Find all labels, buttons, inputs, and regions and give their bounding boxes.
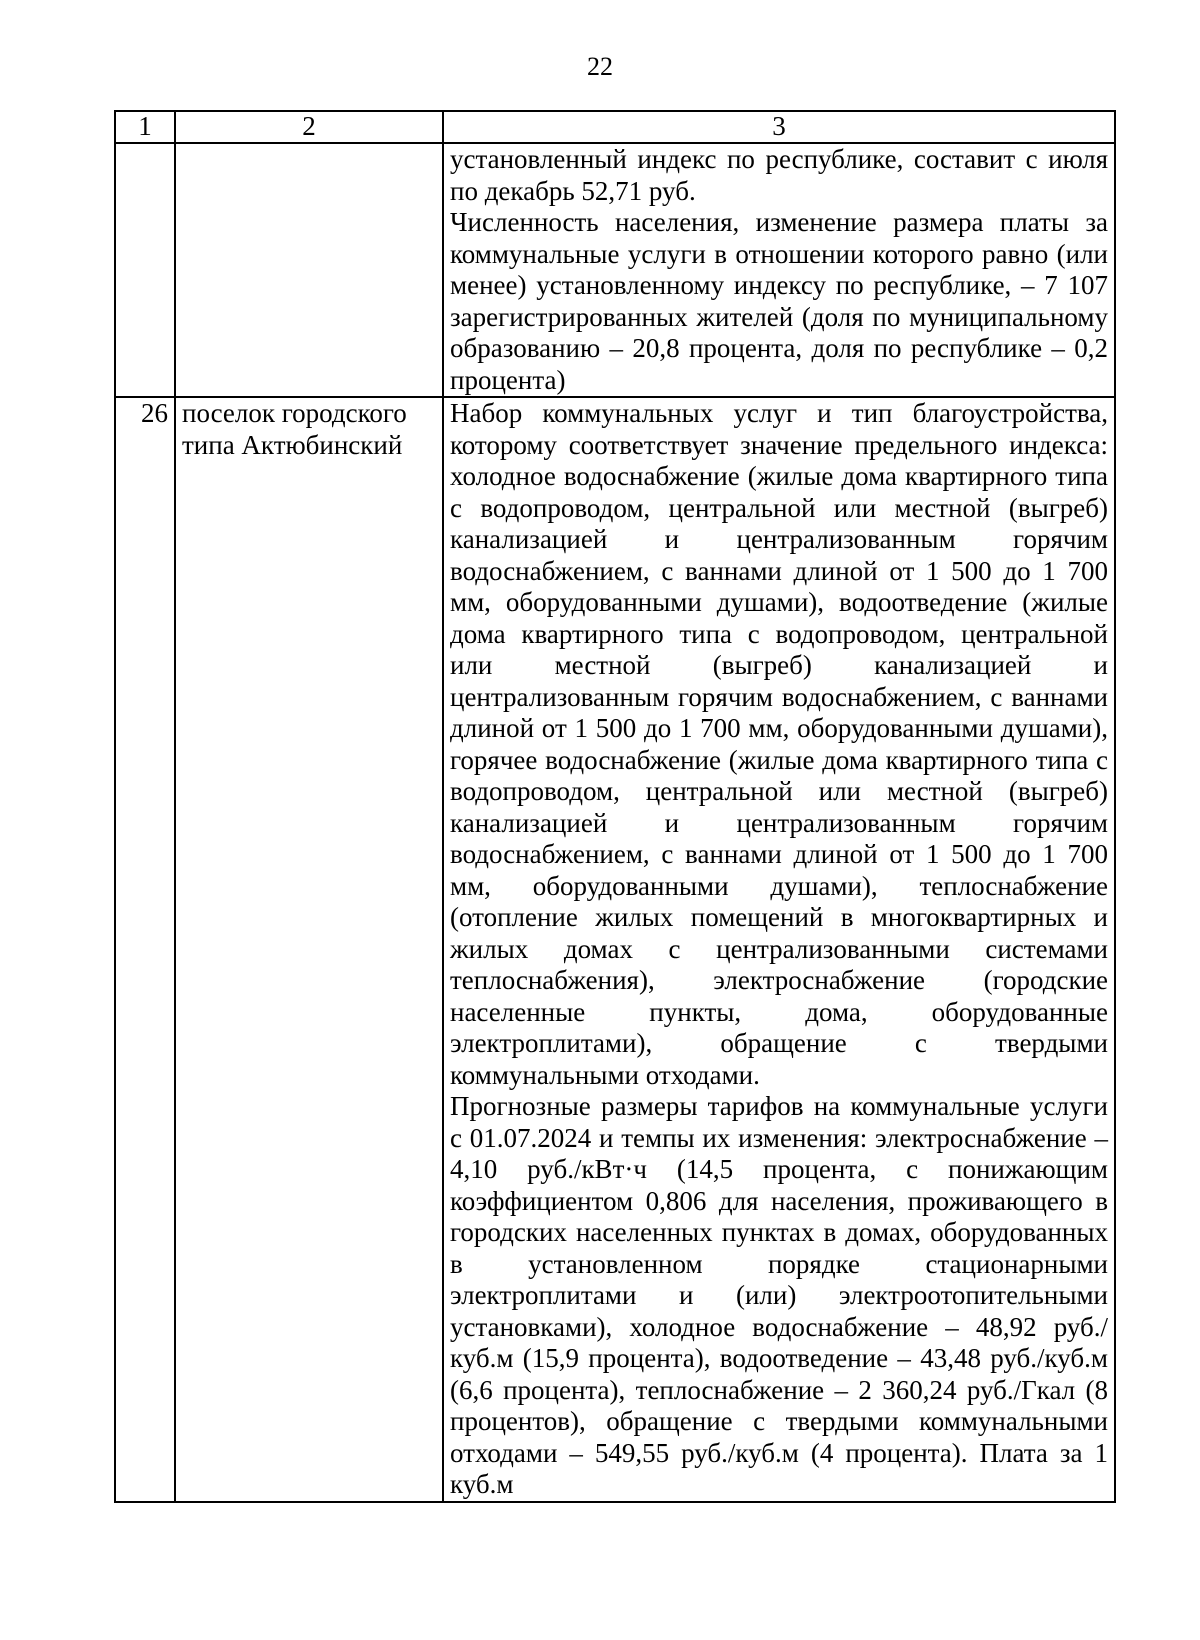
header-col-3: 3 bbox=[443, 111, 1115, 143]
tariff-table bbox=[114, 110, 1116, 1503]
row-place bbox=[175, 143, 443, 397]
description-paragraph: Численность населения, изменение размера платы за коммунальные услуги в отношении которого равно (или менее) установленному индексу по республике, – 7 107 зарегистрированных жителей (доля по муниципальному образованию – 20,8 процента, доля по республике – 0,2 процента) bbox=[450, 207, 1108, 395]
row-description bbox=[443, 143, 1115, 397]
table-header-row bbox=[115, 111, 1115, 143]
description-paragraph: установленный индекс по республике, составит с июля по декабрь 52,71 руб. bbox=[450, 144, 1108, 206]
row-description bbox=[443, 397, 1115, 1502]
table-row bbox=[115, 143, 1115, 397]
row-number bbox=[115, 143, 175, 397]
row-number: 26 bbox=[115, 397, 175, 1502]
row-place: поселок городского типа Актюбинский bbox=[175, 397, 443, 1502]
header-col-2: 2 bbox=[175, 111, 443, 143]
description-paragraph: Набор коммунальных услуг и тип благоустройства, которому соответствует значение предельного индекса: холодное водоснабжение (жилые дома квартирного типа с водопроводом, центральной или местной (выгреб) канализацией и централизованным горячим водоснабжением, с ваннами длиной от 1 500 до 1 700 мм, оборудованными душами), водоотведение (жилые дома квартирного типа с водопроводом, центральной или местной (выгреб) канализацией и централизованным горячим водоснабжением, с ваннами длиной от 1 500 до 1 700 мм, оборудованными душами), горячее водоснабжение (жилые дома квартирного типа с водопроводом, центральной или местной (выгреб) канализацией и централизованным горячим водоснабжением, с ваннами длиной от 1 500 до 1 700 мм, оборудованными душами), теплоснабжение (отопление жилых помещений в многоквартирных и жилых домах с централизованными системами теплоснабжения), электроснабжение (городские населенные пункты, дома, оборудованные электроплитами), обращение с твердыми коммунальными отходами. bbox=[450, 398, 1108, 1090]
header-col-1: 1 bbox=[115, 111, 175, 143]
page-number: 22 bbox=[587, 52, 613, 81]
description-paragraph: Прогнозные размеры тарифов на коммунальные услуги с 01.07.2024 и темпы их изменения: электроснабжение – 4,10 руб./кВт·ч (14,5 процента, с понижающим коэффициентом 0,806 для населения, проживающего в городских населенных пунктах в домах, оборудованных в установленном порядке стационарными электроплитами и (или) электроотопительными установками), холодное водоснабжение – 48,92 руб./куб.м (15,9 процента), водоотведение – 43,48 руб./куб.м (6,6 процента), теплоснабжение – 2 360,24 руб./Гкал (8 процентов), обращение с твердыми коммунальными отходами – 549,55 руб./куб.м (4 процента). Плата за 1 куб.м bbox=[450, 1091, 1108, 1499]
table-row bbox=[115, 397, 1115, 1502]
